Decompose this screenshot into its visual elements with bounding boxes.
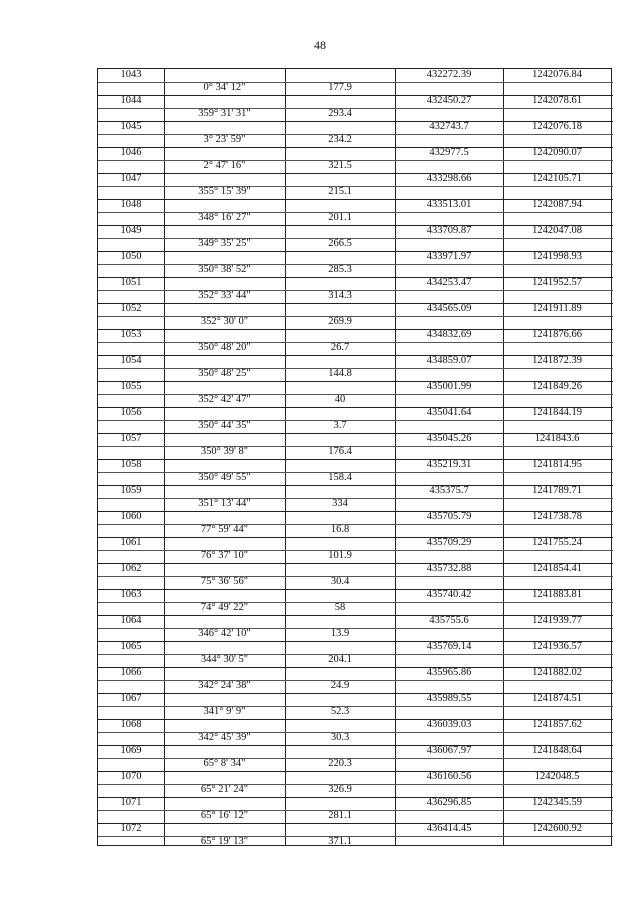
row-divider bbox=[98, 277, 613, 278]
x-coordinate: 434565.09 bbox=[426, 303, 472, 314]
distance: 281.1 bbox=[328, 810, 352, 821]
distance: 3.7 bbox=[333, 420, 347, 431]
row-divider bbox=[98, 797, 613, 798]
distance: 334 bbox=[332, 498, 348, 509]
row-divider bbox=[98, 693, 613, 694]
point-number: 1053 bbox=[120, 329, 142, 340]
row-divider bbox=[98, 745, 613, 746]
point-number: 1057 bbox=[120, 433, 142, 444]
x-coordinate: 433513.01 bbox=[426, 199, 472, 210]
point-number: 1047 bbox=[120, 173, 142, 184]
direction-angle: 352° 30' 0" bbox=[200, 316, 249, 327]
x-coordinate: 435041.64 bbox=[426, 407, 472, 418]
x-coordinate: 434859.07 bbox=[426, 355, 472, 366]
point-number: 1052 bbox=[120, 303, 142, 314]
row-divider bbox=[98, 147, 613, 148]
distance: 144.8 bbox=[328, 368, 352, 379]
point-number: 1054 bbox=[120, 355, 142, 366]
distance: 371.1 bbox=[328, 836, 352, 847]
direction-angle: 77° 59' 44" bbox=[200, 524, 249, 535]
y-coordinate: 1241882.02 bbox=[532, 667, 582, 678]
distance: 52.3 bbox=[330, 706, 350, 717]
direction-angle: 74° 49' 22" bbox=[200, 602, 249, 613]
point-number: 1069 bbox=[120, 745, 142, 756]
x-coordinate: 436039.03 bbox=[426, 719, 472, 730]
distance: 177.9 bbox=[328, 82, 352, 93]
distance: 269.9 bbox=[328, 316, 352, 327]
y-coordinate: 1241738.78 bbox=[532, 511, 582, 522]
table-row bbox=[98, 771, 611, 797]
direction-angle: 350° 38' 52" bbox=[198, 264, 251, 275]
y-coordinate: 1241876.66 bbox=[532, 329, 582, 340]
row-divider bbox=[98, 823, 613, 824]
x-coordinate: 435755.6 bbox=[429, 615, 469, 626]
point-number: 1072 bbox=[120, 823, 142, 834]
point-number: 1063 bbox=[120, 589, 142, 600]
x-coordinate: 435219.31 bbox=[426, 459, 472, 470]
direction-angle: 65° 8' 34" bbox=[203, 758, 246, 769]
x-coordinate: 435732.88 bbox=[426, 563, 472, 574]
direction-angle: 342° 45' 39" bbox=[198, 732, 251, 743]
table-row bbox=[98, 563, 611, 589]
point-number: 1068 bbox=[120, 719, 142, 730]
y-coordinate: 1241789.71 bbox=[532, 485, 582, 496]
x-coordinate: 435709.29 bbox=[426, 537, 472, 548]
y-coordinate: 1241844.19 bbox=[532, 407, 582, 418]
distance: 24.9 bbox=[330, 680, 350, 691]
direction-angle: 355° 15' 39" bbox=[198, 186, 251, 197]
direction-angle: 346° 42' 10" bbox=[198, 628, 251, 639]
table-row bbox=[98, 823, 611, 849]
y-coordinate: 1242600.92 bbox=[532, 823, 582, 834]
table-row bbox=[98, 277, 611, 303]
x-coordinate: 436160.56 bbox=[426, 771, 472, 782]
row-divider bbox=[98, 121, 613, 122]
row-divider bbox=[98, 433, 613, 434]
point-number: 1050 bbox=[120, 251, 142, 262]
point-number: 1067 bbox=[120, 693, 142, 704]
distance: 158.4 bbox=[328, 472, 352, 483]
table-row bbox=[98, 745, 611, 771]
distance: 293.4 bbox=[328, 108, 352, 119]
point-number: 1060 bbox=[120, 511, 142, 522]
row-divider bbox=[98, 719, 613, 720]
point-number: 1048 bbox=[120, 199, 142, 210]
y-coordinate: 1242090.07 bbox=[532, 147, 582, 158]
y-coordinate: 1241872.39 bbox=[532, 355, 582, 366]
table-row bbox=[98, 693, 611, 719]
table-row bbox=[98, 355, 611, 381]
direction-angle: 352° 33' 44" bbox=[198, 290, 251, 301]
x-coordinate: 435989.55 bbox=[426, 693, 472, 704]
direction-angle: 344° 30' 5" bbox=[200, 654, 249, 665]
direction-angle: 3° 23' 59" bbox=[203, 134, 246, 145]
table-row bbox=[98, 641, 611, 667]
distance: 40 bbox=[334, 394, 346, 405]
direction-angle: 349° 35' 25" bbox=[198, 238, 251, 249]
y-coordinate: 1241883.81 bbox=[532, 589, 582, 600]
row-divider bbox=[98, 589, 613, 590]
direction-angle: 65° 21' 24" bbox=[200, 784, 249, 795]
point-number: 1070 bbox=[120, 771, 142, 782]
direction-angle: 65° 19' 13" bbox=[200, 836, 249, 847]
direction-angle: 359° 31' 31" bbox=[198, 108, 251, 119]
row-divider bbox=[98, 329, 613, 330]
table-row bbox=[98, 667, 611, 693]
table-row bbox=[98, 407, 611, 433]
point-number: 1066 bbox=[120, 667, 142, 678]
table-row bbox=[98, 147, 611, 173]
point-number: 1044 bbox=[120, 95, 142, 106]
row-divider bbox=[98, 173, 613, 174]
point-number: 1059 bbox=[120, 485, 142, 496]
direction-angle: 352° 42' 47" bbox=[198, 394, 251, 405]
table-row bbox=[98, 173, 611, 199]
row-divider bbox=[98, 641, 613, 642]
table-row bbox=[98, 537, 611, 563]
table-row bbox=[98, 251, 611, 277]
point-number: 1064 bbox=[120, 615, 142, 626]
point-number: 1051 bbox=[120, 277, 142, 288]
table-row bbox=[98, 69, 611, 95]
direction-angle: 65° 16' 12" bbox=[200, 810, 249, 821]
point-number: 1049 bbox=[120, 225, 142, 236]
row-divider bbox=[98, 199, 613, 200]
table-row bbox=[98, 485, 611, 511]
y-coordinate: 1241952.57 bbox=[532, 277, 582, 288]
distance: 13.9 bbox=[330, 628, 350, 639]
direction-angle: 348° 16' 27" bbox=[198, 212, 251, 223]
distance: 234.2 bbox=[328, 134, 352, 145]
distance: 58 bbox=[334, 602, 346, 613]
distance: 176.4 bbox=[328, 446, 352, 457]
x-coordinate: 435001.99 bbox=[426, 381, 472, 392]
y-coordinate: 1242076.18 bbox=[532, 121, 582, 132]
distance: 215.1 bbox=[328, 186, 352, 197]
x-coordinate: 436414.45 bbox=[426, 823, 472, 834]
table-row bbox=[98, 329, 611, 355]
table-row bbox=[98, 797, 611, 823]
point-number: 1043 bbox=[120, 69, 142, 80]
y-coordinate: 1242078.61 bbox=[532, 95, 582, 106]
x-coordinate: 432450.27 bbox=[426, 95, 472, 106]
row-divider bbox=[98, 407, 613, 408]
row-divider bbox=[98, 563, 613, 564]
x-coordinate: 436067.97 bbox=[426, 745, 472, 756]
row-divider bbox=[98, 251, 613, 252]
table-row bbox=[98, 199, 611, 225]
direction-angle: 342° 24' 38" bbox=[198, 680, 251, 691]
y-coordinate: 1242105.71 bbox=[532, 173, 582, 184]
direction-angle: 76° 37' 10" bbox=[200, 550, 249, 561]
y-coordinate: 1241848.64 bbox=[532, 745, 582, 756]
distance: 285.3 bbox=[328, 264, 352, 275]
y-coordinate: 1241998.93 bbox=[532, 251, 582, 262]
row-divider bbox=[98, 225, 613, 226]
point-number: 1058 bbox=[120, 459, 142, 470]
point-number: 1062 bbox=[120, 563, 142, 574]
row-divider bbox=[98, 511, 613, 512]
direction-angle: 341° 9' 9" bbox=[203, 706, 246, 717]
x-coordinate: 435375.7 bbox=[429, 485, 469, 496]
x-coordinate: 433298.66 bbox=[426, 173, 472, 184]
table-row bbox=[98, 719, 611, 745]
distance: 26.7 bbox=[330, 342, 350, 353]
y-coordinate: 1241755.24 bbox=[532, 537, 582, 548]
point-number: 1055 bbox=[120, 381, 142, 392]
direction-angle: 2° 47' 16" bbox=[203, 160, 246, 171]
x-coordinate: 436296.85 bbox=[426, 797, 472, 808]
distance: 266.5 bbox=[328, 238, 352, 249]
distance: 30.3 bbox=[330, 732, 350, 743]
y-coordinate: 1241936.57 bbox=[532, 641, 582, 652]
distance: 16.8 bbox=[330, 524, 350, 535]
y-coordinate: 1241854.41 bbox=[532, 563, 582, 574]
x-coordinate: 435769.14 bbox=[426, 641, 472, 652]
table-row bbox=[98, 511, 611, 537]
direction-angle: 350° 39' 8" bbox=[200, 446, 249, 457]
y-coordinate: 1242345.59 bbox=[532, 797, 582, 808]
row-divider bbox=[98, 95, 613, 96]
distance: 204.1 bbox=[328, 654, 352, 665]
x-coordinate: 432977.5 bbox=[429, 147, 469, 158]
y-coordinate: 1241849.26 bbox=[532, 381, 582, 392]
row-divider bbox=[98, 459, 613, 460]
distance: 201.1 bbox=[328, 212, 352, 223]
point-number: 1056 bbox=[120, 407, 142, 418]
y-coordinate: 1241874.51 bbox=[532, 693, 582, 704]
table-row bbox=[98, 225, 611, 251]
row-divider bbox=[98, 615, 613, 616]
row-divider bbox=[98, 355, 613, 356]
table-row bbox=[98, 433, 611, 459]
table-row bbox=[98, 459, 611, 485]
direction-angle: 351° 13' 44" bbox=[198, 498, 251, 509]
direction-angle: 350° 49' 55" bbox=[198, 472, 251, 483]
table-row bbox=[98, 121, 611, 147]
page-number: 48 bbox=[314, 38, 326, 52]
y-coordinate: 1242048.5 bbox=[534, 771, 580, 782]
coordinates-table bbox=[97, 68, 612, 846]
table-row bbox=[98, 589, 611, 615]
direction-angle: 350° 44' 35" bbox=[198, 420, 251, 431]
point-number: 1071 bbox=[120, 797, 142, 808]
y-coordinate: 1242076.84 bbox=[532, 69, 582, 80]
x-coordinate: 432743.7 bbox=[429, 121, 469, 132]
distance: 101.9 bbox=[328, 550, 352, 561]
x-coordinate: 435045.26 bbox=[426, 433, 472, 444]
x-coordinate: 435705.79 bbox=[426, 511, 472, 522]
y-coordinate: 1242047.08 bbox=[532, 225, 582, 236]
y-coordinate: 1241814.95 bbox=[532, 459, 582, 470]
distance: 30.4 bbox=[330, 576, 350, 587]
x-coordinate: 434832.69 bbox=[426, 329, 472, 340]
table-row bbox=[98, 381, 611, 407]
y-coordinate: 1241911.89 bbox=[532, 303, 582, 314]
row-divider bbox=[98, 485, 613, 486]
row-divider bbox=[98, 381, 613, 382]
direction-angle: 75° 36' 56" bbox=[200, 576, 249, 587]
point-number: 1065 bbox=[120, 641, 142, 652]
x-coordinate: 433971.97 bbox=[426, 251, 472, 262]
x-coordinate: 434253.47 bbox=[426, 277, 472, 288]
point-number: 1046 bbox=[120, 147, 142, 158]
y-coordinate: 1241857.62 bbox=[532, 719, 582, 730]
distance: 321.5 bbox=[328, 160, 352, 171]
point-number: 1045 bbox=[120, 121, 142, 132]
x-coordinate: 433709.87 bbox=[426, 225, 472, 236]
table-row bbox=[98, 95, 611, 121]
row-divider bbox=[98, 667, 613, 668]
row-divider bbox=[98, 303, 613, 304]
row-divider bbox=[98, 537, 613, 538]
table-row bbox=[98, 303, 611, 329]
distance: 326.9 bbox=[328, 784, 352, 795]
point-number: 1061 bbox=[120, 537, 142, 548]
distance: 220.3 bbox=[328, 758, 352, 769]
y-coordinate: 1241843.6 bbox=[534, 433, 580, 444]
x-coordinate: 435965.86 bbox=[426, 667, 472, 678]
table-row bbox=[98, 615, 611, 641]
row-divider bbox=[98, 771, 613, 772]
y-coordinate: 1242087.94 bbox=[532, 199, 582, 210]
direction-angle: 350° 48' 20" bbox=[198, 342, 251, 353]
y-coordinate: 1241939.77 bbox=[532, 615, 582, 626]
x-coordinate: 432272.39 bbox=[426, 69, 472, 80]
direction-angle: 350° 48' 25" bbox=[198, 368, 251, 379]
distance: 314.3 bbox=[328, 290, 352, 301]
direction-angle: 0° 34' 12" bbox=[203, 82, 246, 93]
x-coordinate: 435740.42 bbox=[426, 589, 472, 600]
